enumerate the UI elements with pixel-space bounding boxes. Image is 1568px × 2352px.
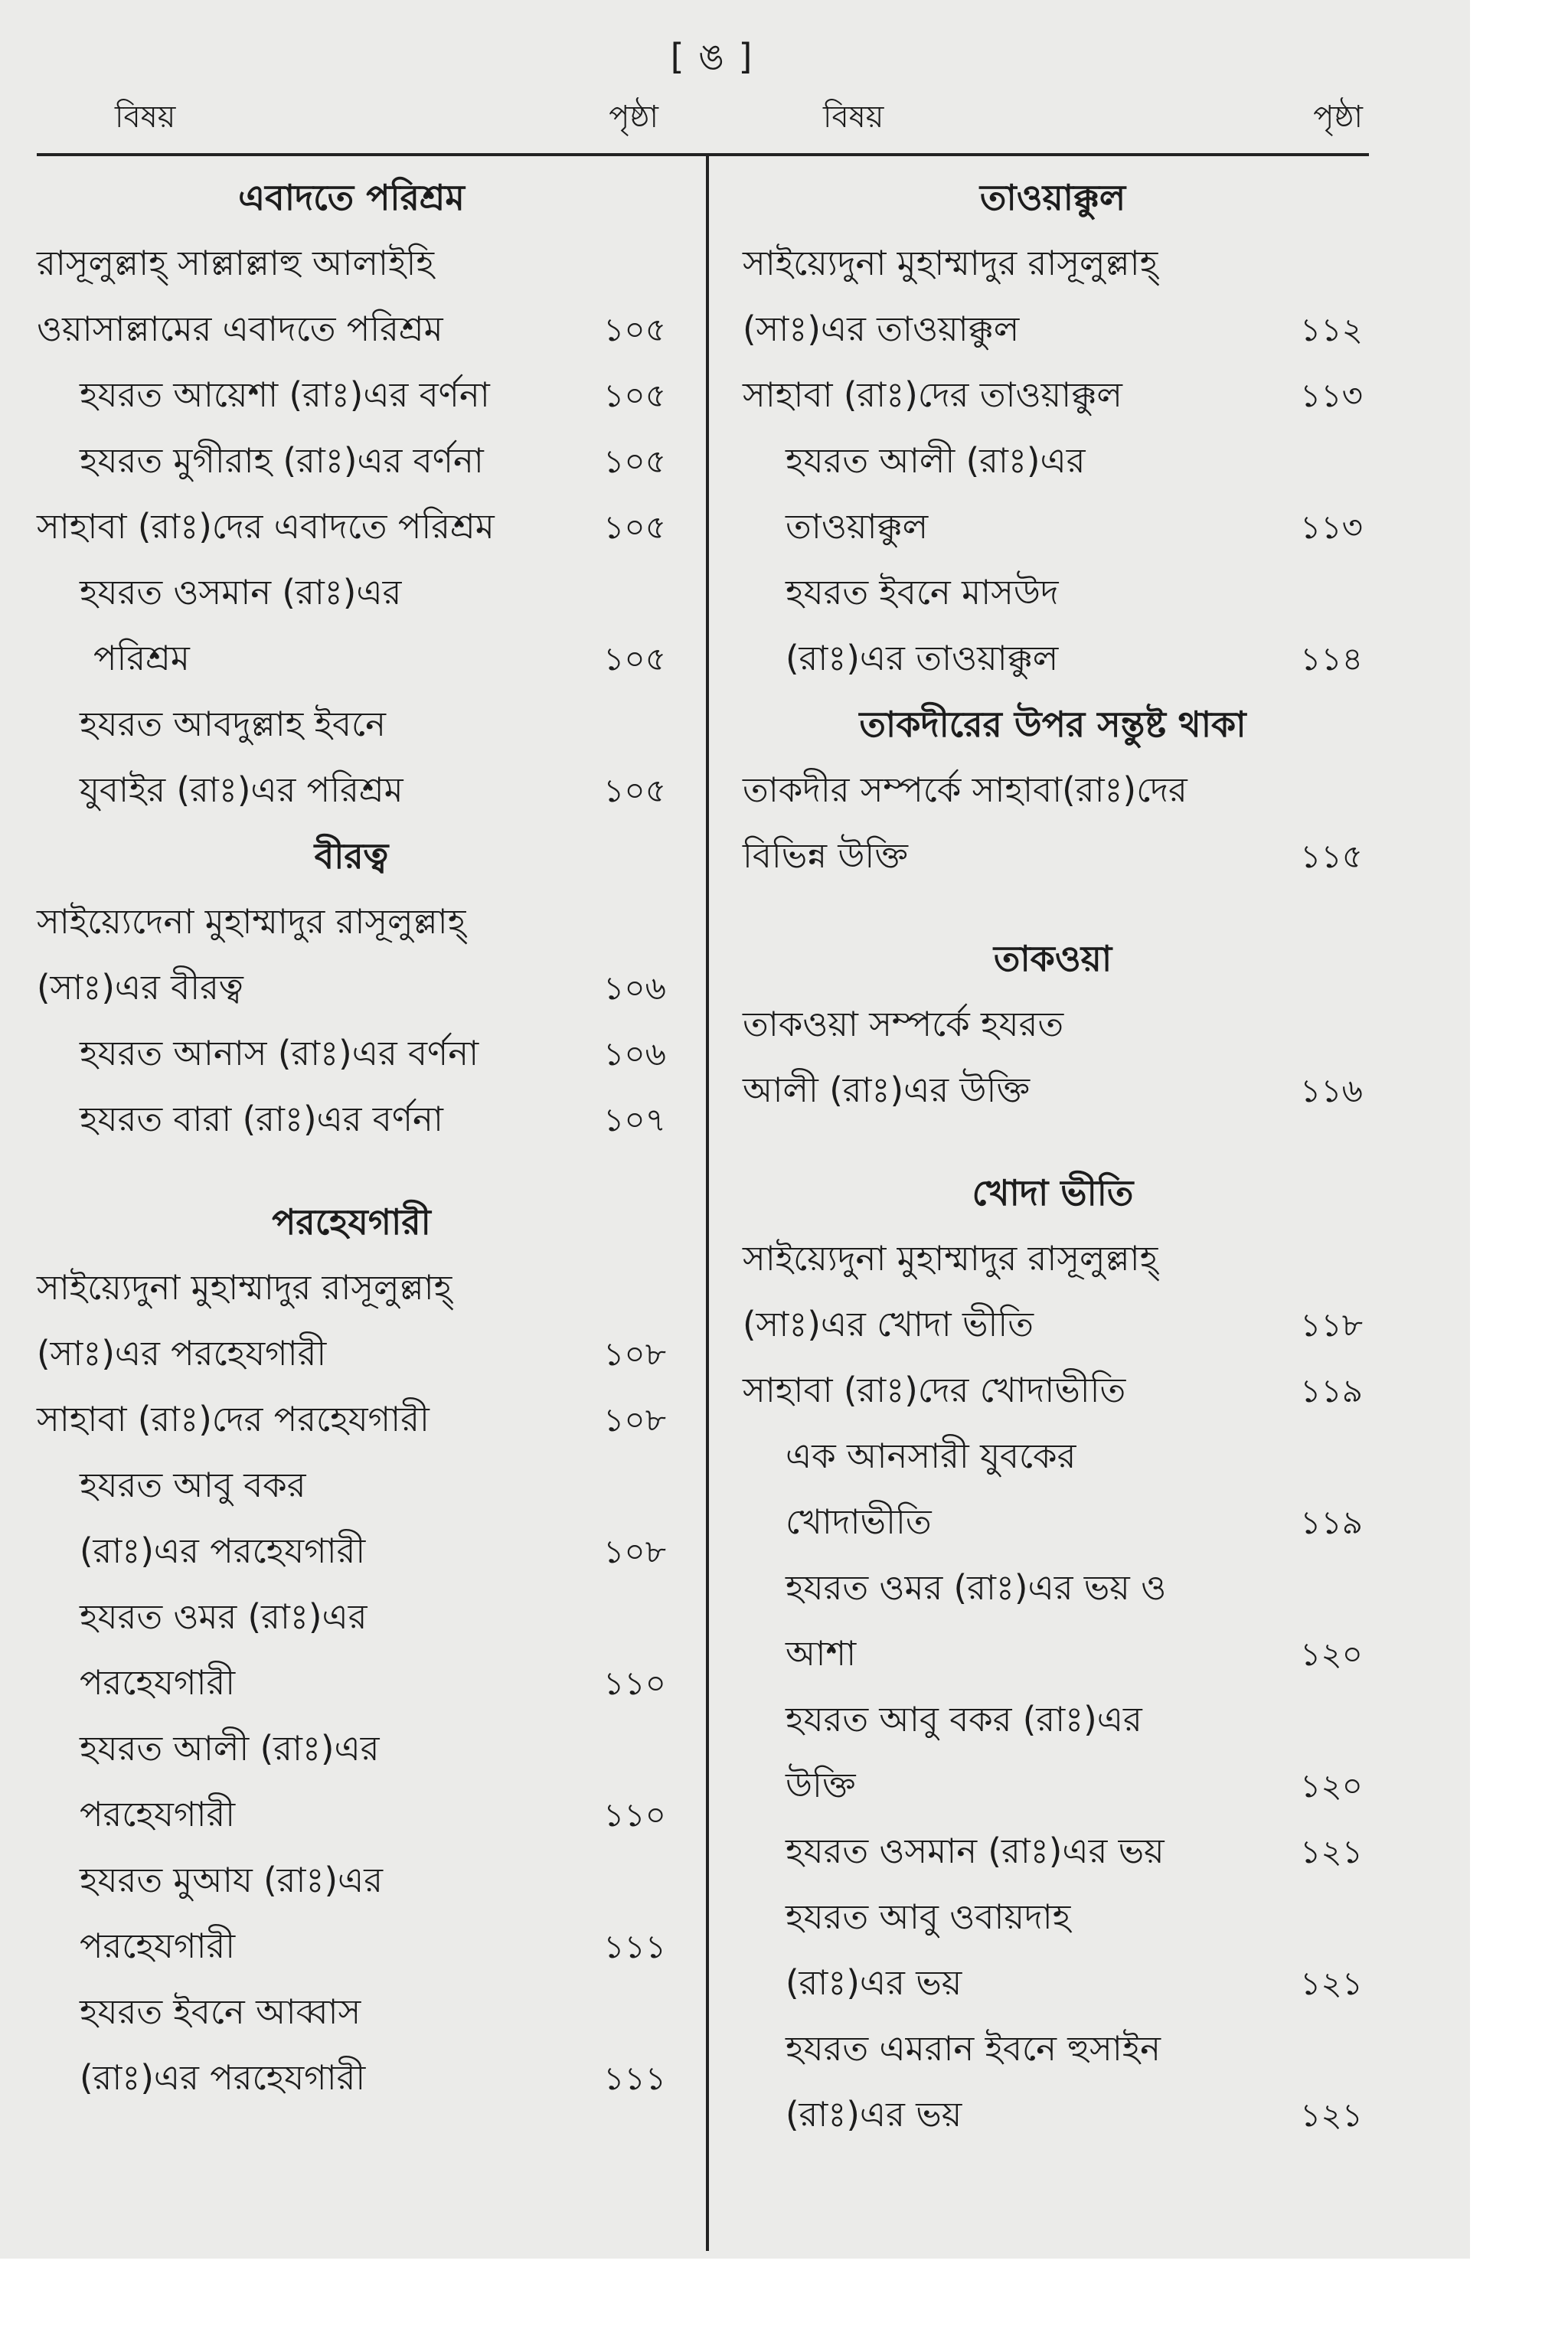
toc-entry [743,1057,1363,1123]
toc-entry [37,1518,666,1584]
toc-entry-title: তাওয়াক্কুল [786,506,929,547]
toc-entry-title: হযরত আবু বকর (রাঃ)এর [786,1699,1142,1740]
toc-entry [743,230,1363,296]
toc-entry-title: (রাঃ)এর ভয় [786,1962,962,2003]
toc-entry-title: হযরত আবু ওবায়দাহ [786,1896,1071,1937]
toc-entry-title: (রাঃ)এর পরহেযগারী [80,2057,366,2098]
toc-entry-title: সাহাবা (রাঃ)দের তাওয়াক্কুল [743,374,1122,415]
toc-entry [743,1950,1363,2016]
toc-page-number: ১০৮ [603,1335,666,1373]
toc-page-number: ১১৩ [1300,377,1363,414]
page-column-label: পৃষ্ঠা [609,100,658,135]
toc-entry-title: হযরত আবদুল্লাহ ইবনে [80,704,386,744]
toc-page-number: ১০৫ [603,443,666,480]
toc-entry-title: সাহাবা (রাঃ)দের এবাদতে পরিশ্রম [37,506,495,547]
toc-entry [37,889,666,955]
toc-page-number: ১১৩ [1300,508,1363,546]
toc-entry-title: (রাঃ)এর পরহেযগারী [80,1530,366,1571]
toc-entry [743,1423,1363,1489]
toc-entry-title: রাসূলুল্লাহ্ সাল্লাল্লাহু আলাইহি [37,243,434,283]
toc-entry-title: হযরত ওমর (রাঃ)এর [80,1596,368,1637]
toc-page-number: ১২১ [1300,1833,1363,1870]
toc-entry [37,955,666,1021]
toc-page-number: ১০৬ [603,969,666,1007]
toc-entry-title: (সাঃ)এর পরহেযগারী [37,1333,327,1374]
toc-entry [743,2016,1363,2082]
toc-page-number: ১১৯ [1300,1504,1363,1541]
toc-page-number: ১১০ [603,1664,666,1702]
toc-entry [37,626,666,691]
toc-entry-title: হযরত মুআয (রাঃ)এর [80,1860,383,1900]
toc-entry [37,1452,666,1518]
toc-page-number: ১১০ [603,1796,666,1834]
toc-entry-title: সাইয়্যেদুনা মুহাম্মাদুর রাসূলুল্লাহ্ [37,1267,452,1308]
toc-entry [37,1387,666,1452]
toc-entry [743,428,1363,494]
toc-entry-title: ওয়াসাল্লামের এবাদতে পরিশ্রম [37,309,443,349]
toc-entry [743,1489,1363,1555]
toc-entry [743,1357,1363,1423]
toc-entry-title: পরহেযগারী [80,1662,236,1703]
subject-column-label: বিষয় [115,100,176,135]
toc-entry [743,626,1363,691]
toc-entry [743,494,1363,560]
toc-page-number: ১১৪ [1300,640,1363,678]
toc-page-number: ১১২ [1300,311,1363,348]
toc-entry [743,1621,1363,1687]
toc-entry [37,296,666,362]
toc-entry-title: পরহেযগারী [80,1794,236,1834]
toc-entry [743,823,1363,889]
left-column-header [115,98,658,144]
toc-entry-title: এক আনসারী যুবকের [786,1436,1076,1476]
toc-page-number: ১০৫ [603,508,666,546]
toc-page-number: ১০৫ [603,377,666,414]
toc-entry [37,1716,666,1782]
toc-entry [37,1021,666,1086]
toc-entry-title: পরহেযগারী [80,1926,236,1966]
section-spacer [743,1123,1363,1160]
toc-entry [743,1226,1363,1292]
toc-entry [37,230,666,296]
toc-page-number: ১২০ [1300,1635,1363,1673]
toc-entry-title: হযরত ওমর (রাঃ)এর ভয় ও [786,1567,1167,1608]
toc-entry-title: আশা [786,1633,857,1674]
toc-entry-title: হযরত আয়েশা (রাঃ)এর বর্ণনা [80,374,490,415]
toc-page-number: ১১৯ [1300,1372,1363,1410]
toc-page-number: ১২১ [1300,2096,1363,2134]
toc-entry-title: আলী (রাঃ)এর উক্তি [743,1070,1031,1110]
toc-entry-title: (সাঃ)এর বীরত্ব [37,967,243,1008]
toc-entry-title: উক্তি [786,1765,856,1805]
toc-entry [743,362,1363,428]
toc-entry [743,1292,1363,1357]
toc-entry [37,1979,666,2045]
toc-entry-title: হযরত ওসমান (রাঃ)এর [80,572,402,612]
toc-entry [37,1584,666,1650]
section-heading: পরহেযগারী [272,1201,431,1243]
toc-entry-title: সাহাবা (রাঃ)দের খোদাভীতি [743,1370,1126,1410]
toc-entry [37,428,666,494]
toc-entry [37,1650,666,1716]
toc-page-number: ১১১ [603,2060,666,2097]
toc-entry-title: (রাঃ)এর ভয় [786,2094,962,2135]
section-heading: তাকদীরের উপর সন্তুষ্ট থাকা [859,704,1246,745]
toc-page-number: ১০৮ [603,1401,666,1439]
toc-entry [743,560,1363,626]
toc-entry [37,691,666,757]
toc-entry-title: সাহাবা (রাঃ)দের পরহেযগারী [37,1399,430,1439]
toc-entry [743,1818,1363,1884]
subject-column-label: বিষয় [823,100,884,135]
toc-entry [37,1913,666,1979]
toc-entry-title: (রাঃ)এর তাওয়াক্কুল [786,638,1059,678]
toc-entry-title: হযরত ওসমান (রাঃ)এর ভয় [786,1831,1165,1871]
toc-entry-title: হযরত বারা (রাঃ)এর বর্ণনা [80,1099,443,1139]
toc-entry [37,494,666,560]
toc-entry-title: হযরত আলী (রাঃ)এর [80,1728,380,1769]
toc-entry-title: তাকদীর সম্পর্কে সাহাবা(রাঃ)দের [743,769,1187,810]
toc-entry-title: হযরত আবু বকর [80,1465,306,1505]
toc-entry-title: যুবাইর (রাঃ)এর পরিশ্রম [80,769,403,810]
toc-entry [37,2045,666,2111]
toc-entry [743,991,1363,1057]
toc-entry [743,757,1363,823]
toc-entry-title: হযরত ইবনে মাসউদ [786,572,1059,612]
toc-entry [743,1884,1363,1950]
section-heading: তাকওয়া [993,938,1112,979]
section-heading: খোদা ভীতি [972,1172,1134,1214]
toc-entry [37,1255,666,1321]
toc-entry [37,362,666,428]
toc-entry [37,560,666,626]
toc-page-number: ১০৫ [603,772,666,809]
toc-entry [37,1847,666,1913]
left-toc-column [37,165,666,2111]
toc-entry-title: খোদাভীতি [786,1501,932,1542]
toc-entry-title: (সাঃ)এর খোদা ভীতি [743,1304,1034,1344]
page-number: [ ঙ ] [670,36,754,77]
toc-page-number: ১০৮ [603,1533,666,1570]
toc-entry-title: হযরত মুগীরাহ (রাঃ)এর বর্ণনা [80,440,484,481]
toc-page-number: ১১১ [603,1928,666,1965]
toc-entry [743,1687,1363,1753]
header-divider [37,153,1369,156]
toc-entry [37,1086,666,1152]
toc-entry-title: সাইয়্যেদেনা মুহাম্মাদুর রাসূলুল্লাহ্ [37,901,466,942]
toc-entry [743,1555,1363,1621]
toc-entry [743,1753,1363,1818]
toc-entry-title: বিভিন্ন উক্তি [743,835,908,876]
toc-entry [37,757,666,823]
toc-entry-title: তাকওয়া সম্পর্কে হযরত [743,1004,1064,1044]
section-heading: বীরত্ব [314,835,389,877]
toc-entry-title: সাইয়্যেদুনা মুহাম্মাদুর রাসূলুল্লাহ্ [743,1238,1158,1279]
toc-entry [743,2082,1363,2148]
toc-entry-title: পরিশ্রম [93,638,190,678]
toc-page-number: ১২০ [1300,1767,1363,1805]
toc-entry-title: হযরত এমরান ইবনে হুসাইন [786,2028,1161,2069]
toc-page-number: ১২১ [1300,1965,1363,2002]
section-heading: তাওয়াক্কুল [979,177,1126,218]
section-spacer [37,1152,666,1189]
toc-page-number: ১১৮ [1300,1306,1363,1344]
toc-page-number: ১১৫ [1300,838,1363,875]
toc-entry-title: হযরত ইবনে আব্বাস [80,1991,361,2032]
right-toc-column [743,165,1363,2148]
toc-page-number: ১০৭ [603,1101,666,1138]
right-column-header [823,98,1363,144]
toc-entry [743,296,1363,362]
section-heading: এবাদতে পরিশ্রম [238,177,465,218]
toc-entry [37,1321,666,1387]
toc-entry-title: হযরত আনাস (রাঃ)এর বর্ণনা [80,1033,479,1073]
page-column-label: পৃষ্ঠা [1313,100,1363,135]
toc-page-number: ১১৬ [1300,1072,1363,1109]
toc-page-number: ১০৫ [603,640,666,678]
toc-entry-title: সাইয়্যেদুনা মুহাম্মাদুর রাসূলুল্লাহ্ [743,243,1158,283]
toc-page-number: ১০৬ [603,1035,666,1073]
toc-page-number: ১০৫ [603,311,666,348]
section-spacer [743,889,1363,926]
toc-entry-title: (সাঃ)এর তাওয়াক্কুল [743,309,1020,349]
toc-entry [37,1782,666,1847]
column-divider [706,153,709,2251]
toc-entry-title: হযরত আলী (রাঃ)এর [786,440,1086,481]
